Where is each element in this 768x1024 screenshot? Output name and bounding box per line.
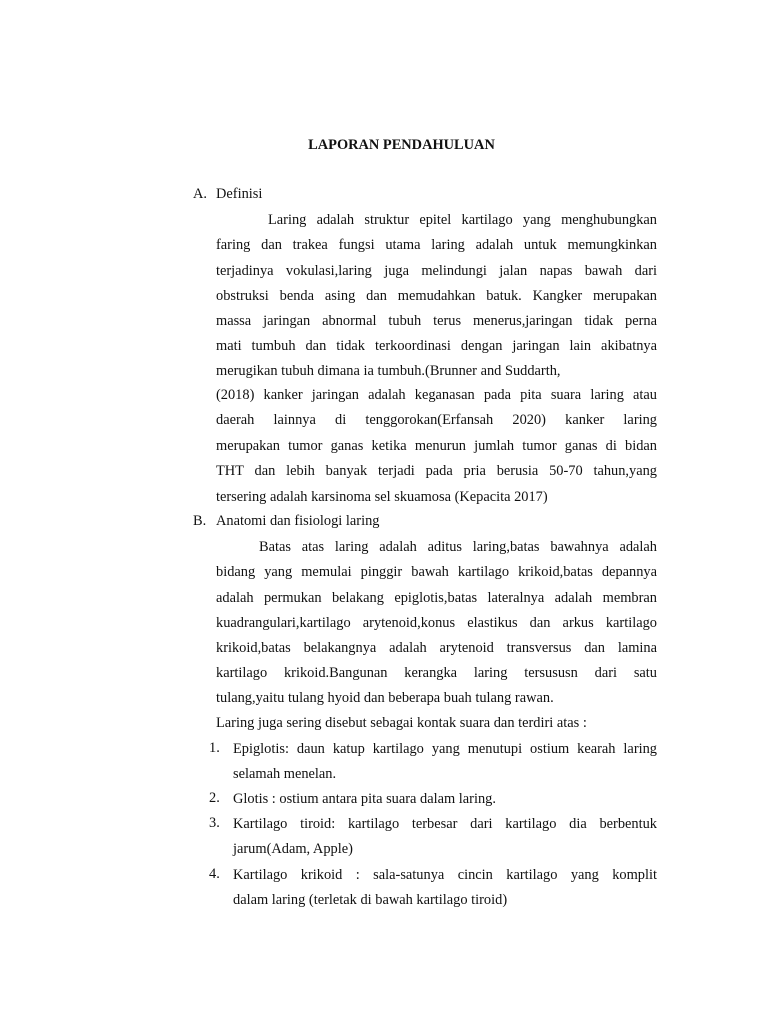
section-a-title: Definisi bbox=[216, 186, 263, 202]
section-a-marker: A. bbox=[193, 186, 207, 202]
paragraph-line: Batas atas laring adalah aditus laring,batas bawahnya adalah bbox=[259, 539, 657, 555]
paragraph-line: adalah permukan belakang epiglotis,batas lateralnya adalah membran bbox=[216, 590, 657, 606]
list-item-number: 3. bbox=[209, 815, 220, 831]
paragraph-line: mati tumbuh dan tidak terkoordinasi dengan jaringan lain akibatnya bbox=[216, 338, 657, 354]
paragraph-line: bidang yang memulai pinggir bawah kartilago krikoid,batas depannya bbox=[216, 564, 657, 580]
paragraph-line: krikoid,batas belakangnya adalah arytenoid transversus dan lamina bbox=[216, 640, 657, 656]
paragraph-line: (2018) kanker jaringan adalah keganasan pada pita suara laring atau bbox=[216, 387, 657, 403]
list-item-line: selamah menelan. bbox=[233, 766, 337, 782]
paragraph-line: tulang,yaitu tulang hyoid dan beberapa buah tulang rawan. bbox=[216, 690, 554, 706]
paragraph-line: THT dan lebih banyak terjadi pada pria berusia 50-70 tahun,yang bbox=[216, 463, 657, 479]
paragraph-line: obstruksi benda asing dan memudahkan batuk. Kangker merupakan bbox=[216, 288, 657, 304]
paragraph-line: kartilago krikoid.Bangunan kerangka laring tersususn dari satu bbox=[216, 665, 657, 681]
paragraph-line: Laring juga sering disebut sebagai kontak suara dan terdiri atas : bbox=[216, 715, 587, 731]
paragraph-line: terjadinya vokulasi,laring juga melindungi jalan napas bawah dari bbox=[216, 263, 657, 279]
paragraph-line: merupakan tumor ganas ketika menurun jumlah tumor ganas di bidan bbox=[216, 438, 657, 454]
list-item-number: 1. bbox=[209, 740, 220, 756]
list-item-number: 4. bbox=[209, 866, 220, 882]
paragraph-line: daerah lainnya di tenggorokan(Erfansah 2020) kanker laring bbox=[216, 412, 657, 428]
list-item-line: Kartilago krikoid : sala-satunya cincin kartilago yang komplit bbox=[233, 867, 657, 883]
paragraph-line: Laring adalah struktur epitel kartilago yang menghubungkan bbox=[268, 212, 657, 228]
section-b-marker: B. bbox=[193, 513, 207, 529]
list-item-line: jarum(Adam, Apple) bbox=[233, 841, 353, 857]
list-item-line: dalam laring (terletak di bawah kartilago tiroid) bbox=[233, 892, 508, 908]
paragraph-line: kuadrangulari,kartilago arytenoid,konus elastikus dan arkus kartilago bbox=[216, 615, 657, 631]
list-item-line: Glotis : ostium antara pita suara dalam laring. bbox=[233, 791, 496, 807]
list-item-line: Epiglotis: daun katup kartilago yang menutupi ostium kearah laring bbox=[233, 741, 657, 757]
document-title: LAPORAN PENDAHULUAN bbox=[308, 137, 495, 153]
paragraph-line: faring dan trakea fungsi utama laring adalah untuk memungkinkan bbox=[216, 237, 657, 253]
list-item-number: 2. bbox=[209, 790, 220, 806]
paragraph-line: massa jaringan abnormal tubuh terus menerus,jaringan tidak perna bbox=[216, 313, 657, 329]
list-item-line: Kartilago tiroid: kartilago terbesar dari kartilago dia berbentuk bbox=[233, 816, 657, 832]
section-b-title: Anatomi dan fisiologi laring bbox=[216, 513, 380, 529]
paragraph-line: merugikan tubuh dimana ia tumbuh.(Brunner and Suddarth, bbox=[216, 363, 561, 379]
paragraph-line: tersering adalah karsinoma sel skuamosa (Kepacita 2017) bbox=[216, 489, 548, 505]
